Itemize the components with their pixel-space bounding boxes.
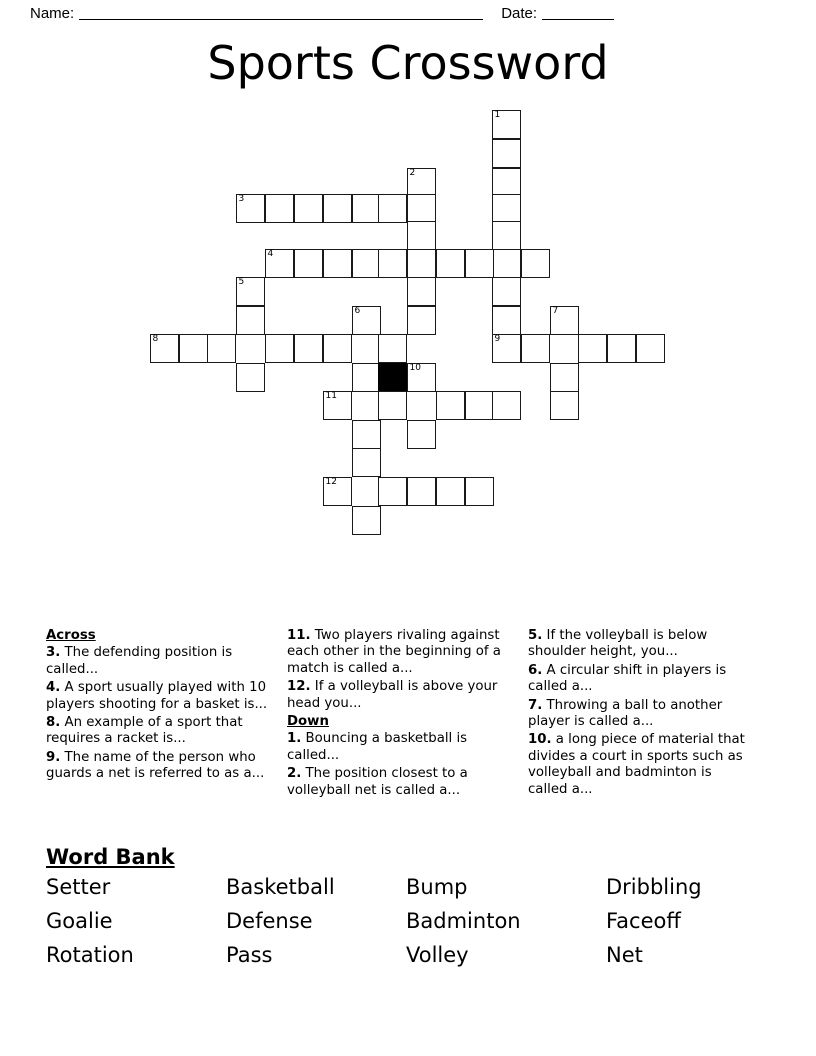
clue-text: An example of a sport that requires a racket is... bbox=[46, 715, 243, 747]
crossword-cell-number: 6 bbox=[354, 306, 361, 316]
crossword-cell-number: 1 bbox=[494, 110, 501, 120]
clue-item bbox=[46, 680, 277, 713]
crossword-cell[interactable] bbox=[323, 477, 352, 506]
clue-number: 12. bbox=[287, 679, 311, 695]
crossword-cell[interactable] bbox=[436, 249, 465, 278]
clue-number: 10. bbox=[528, 732, 552, 748]
crossword-cell[interactable] bbox=[407, 420, 436, 449]
word-bank-item[interactable]: Goalie bbox=[46, 909, 113, 933]
crossword-cell[interactable] bbox=[352, 506, 381, 535]
crossword-cell[interactable] bbox=[323, 194, 352, 223]
crossword-cell[interactable] bbox=[550, 363, 579, 392]
crossword-cell[interactable] bbox=[294, 334, 323, 363]
crossword-cell[interactable] bbox=[465, 249, 494, 278]
clue-number: 7. bbox=[528, 697, 543, 713]
crossword-cell[interactable] bbox=[436, 391, 465, 420]
crossword-cell[interactable] bbox=[492, 306, 521, 335]
crossword-cell[interactable] bbox=[236, 194, 265, 223]
crossword-cell[interactable] bbox=[492, 334, 521, 363]
clue-number: 1. bbox=[287, 731, 302, 747]
word-bank-item[interactable]: Faceoff bbox=[606, 909, 681, 933]
crossword-cell[interactable] bbox=[352, 363, 381, 392]
crossword-cell[interactable] bbox=[492, 249, 521, 278]
crossword-cell[interactable] bbox=[352, 194, 381, 223]
crossword-cell[interactable] bbox=[378, 194, 407, 223]
clue-item bbox=[528, 698, 750, 731]
clue-item bbox=[287, 731, 518, 764]
clue-item bbox=[287, 628, 518, 677]
crossword-cell[interactable] bbox=[265, 194, 294, 223]
clue-item bbox=[287, 766, 518, 799]
crossword-cell[interactable] bbox=[294, 249, 323, 278]
crossword-cell[interactable] bbox=[378, 391, 407, 420]
crossword-cell[interactable] bbox=[521, 249, 550, 278]
crossword-cell[interactable] bbox=[492, 277, 521, 306]
crossword-cell-number: 12 bbox=[325, 477, 337, 487]
clue-item bbox=[46, 715, 277, 748]
word-bank-item[interactable]: Badminton bbox=[406, 909, 521, 933]
crossword-cell[interactable] bbox=[352, 420, 381, 449]
clue-item bbox=[46, 750, 277, 783]
crossword-cell[interactable] bbox=[236, 363, 265, 392]
crossword-cell[interactable] bbox=[492, 391, 521, 420]
clue-number: 8. bbox=[46, 715, 61, 731]
clue-number: 11. bbox=[287, 628, 311, 643]
crossword-cell[interactable] bbox=[378, 477, 407, 506]
word-bank-item[interactable]: Rotation bbox=[46, 943, 134, 967]
word-bank-item[interactable]: Defense bbox=[226, 909, 313, 933]
crossword-cell-number: 2 bbox=[409, 168, 416, 178]
clue-number: 2. bbox=[287, 766, 302, 782]
clue-text: A circular shift in players is called a... bbox=[528, 662, 727, 695]
crossword-cell-number: 3 bbox=[238, 194, 245, 204]
clues-area bbox=[46, 628, 770, 801]
clue-text: If a volleyball is above your head you... bbox=[287, 679, 498, 711]
across-clue-list-part2 bbox=[287, 628, 518, 712]
crossword-cell[interactable] bbox=[294, 194, 323, 223]
across-clue-list-part1 bbox=[46, 645, 277, 782]
clue-item bbox=[528, 628, 750, 661]
crossword-cell[interactable] bbox=[265, 249, 294, 278]
clue-text: Throwing a ball to another player is called a... bbox=[528, 697, 723, 730]
clue-text: Bouncing a basketball is called... bbox=[287, 731, 468, 763]
crossword-cell[interactable] bbox=[378, 249, 407, 278]
clue-text: The defending position is called... bbox=[46, 645, 233, 677]
crossword-cell[interactable] bbox=[578, 334, 607, 363]
crossword-cell[interactable] bbox=[265, 334, 294, 363]
crossword-cell-number: 9 bbox=[494, 334, 501, 344]
crossword-cell[interactable] bbox=[323, 249, 352, 278]
word-bank-item[interactable]: Dribbling bbox=[606, 875, 702, 899]
down-clue-list-part1 bbox=[287, 731, 518, 799]
crossword-cell[interactable] bbox=[550, 306, 579, 335]
clue-text: a long piece of material that divides a court in sports such as volleyball and badminton is called a... bbox=[528, 732, 745, 797]
crossword-cell[interactable] bbox=[352, 249, 381, 278]
crossword-cell[interactable] bbox=[492, 139, 521, 168]
date-label: Date: bbox=[501, 4, 538, 22]
word-bank-item[interactable]: Net bbox=[606, 943, 643, 967]
crossword-cell[interactable] bbox=[465, 391, 494, 420]
clue-item bbox=[287, 679, 518, 712]
crossword-cell[interactable] bbox=[378, 334, 407, 363]
crossword-cell[interactable] bbox=[492, 194, 521, 223]
crossword-cell[interactable] bbox=[607, 334, 636, 363]
word-bank-item[interactable]: Pass bbox=[226, 943, 273, 967]
crossword-cell[interactable] bbox=[492, 221, 521, 250]
crossword-cell[interactable] bbox=[407, 306, 436, 335]
crossword-cell[interactable] bbox=[436, 477, 465, 506]
down-clue-list-part2 bbox=[528, 628, 750, 798]
clue-text: A sport usually played with 10 players shooting for a basket is... bbox=[46, 680, 268, 712]
across-heading: Across bbox=[46, 628, 96, 643]
clue-item bbox=[528, 732, 750, 798]
clue-number: 3. bbox=[46, 645, 61, 661]
crossword-cell[interactable] bbox=[207, 334, 236, 363]
crossword-cell[interactable] bbox=[352, 448, 381, 477]
crossword-cell-number: 8 bbox=[152, 334, 159, 344]
word-bank-item[interactable]: Setter bbox=[46, 875, 111, 899]
clue-text: The position closest to a volleyball net is called a... bbox=[287, 766, 468, 798]
crossword-cell[interactable] bbox=[407, 249, 436, 278]
clue-number: 5. bbox=[528, 628, 543, 643]
crossword-cell[interactable] bbox=[323, 391, 352, 420]
word-bank-title: Word Bank bbox=[46, 845, 175, 869]
clue-number: 4. bbox=[46, 680, 61, 696]
crossword-cell-number: 5 bbox=[238, 277, 245, 287]
crossword-cell[interactable] bbox=[550, 391, 579, 420]
crossword-cell[interactable] bbox=[521, 334, 550, 363]
crossword-cell-number: 4 bbox=[267, 249, 274, 259]
clue-text: The name of the person who guards a net is referred to as a... bbox=[46, 749, 265, 782]
crossword-cell-number: 10 bbox=[409, 363, 421, 373]
crossword-cell-number: 11 bbox=[325, 391, 337, 401]
crossword-cell[interactable] bbox=[179, 334, 208, 363]
name-label: Name: bbox=[30, 4, 75, 22]
crossword-cell[interactable] bbox=[407, 277, 436, 306]
crossword-cell[interactable] bbox=[492, 110, 521, 139]
clue-item bbox=[46, 645, 277, 678]
crossword-cell[interactable] bbox=[323, 334, 352, 363]
crossword-cell[interactable] bbox=[636, 334, 665, 363]
word-bank-item[interactable]: Bump bbox=[406, 875, 468, 899]
clue-column-3 bbox=[528, 628, 760, 801]
crossword-cell-number: 7 bbox=[552, 306, 559, 316]
crossword-cell[interactable] bbox=[236, 277, 265, 306]
crossword-cell[interactable] bbox=[465, 477, 494, 506]
clue-number: 9. bbox=[46, 749, 61, 765]
crossword-cell[interactable] bbox=[236, 306, 265, 335]
crossword-cell[interactable] bbox=[407, 221, 436, 250]
page-title: Sports Crossword bbox=[207, 36, 609, 90]
word-bank-item[interactable]: Volley bbox=[406, 943, 469, 967]
down-heading: Down bbox=[287, 714, 329, 730]
crossword-cell[interactable] bbox=[407, 194, 436, 223]
crossword-cell[interactable] bbox=[407, 477, 436, 506]
word-bank-grid bbox=[46, 873, 770, 969]
crossword-cell[interactable] bbox=[407, 363, 436, 392]
word-bank bbox=[46, 845, 770, 969]
crossword-cell[interactable] bbox=[407, 168, 436, 197]
crossword-cell[interactable] bbox=[492, 168, 521, 197]
crossword-cell[interactable] bbox=[150, 334, 179, 363]
word-bank-item[interactable]: Basketball bbox=[226, 875, 335, 899]
clue-column-1 bbox=[46, 628, 287, 801]
crossword-block-cell bbox=[378, 363, 407, 392]
crossword-cell[interactable] bbox=[352, 306, 381, 335]
clue-number: 6. bbox=[528, 662, 543, 678]
clue-text: If the volleyball is below shoulder height, you... bbox=[528, 628, 708, 660]
clue-item bbox=[528, 663, 750, 696]
clue-column-2 bbox=[287, 628, 528, 801]
clue-text: Two players rivaling against each other in the beginning of a match is called a... bbox=[287, 628, 501, 676]
